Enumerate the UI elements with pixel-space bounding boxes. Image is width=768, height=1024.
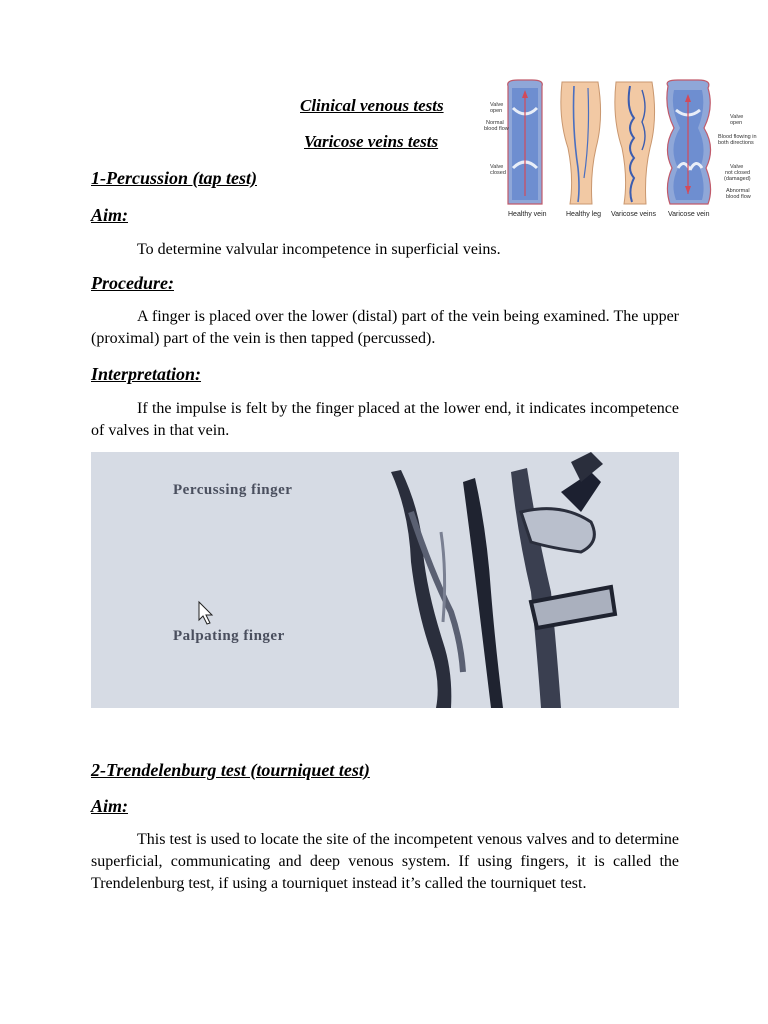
label-normal-flow: Normal blood flow — [484, 120, 509, 132]
label-valve-closed-left: Valve closed — [490, 164, 506, 176]
doc-title: Clinical venous tests — [300, 96, 444, 115]
caption-varicose-veins: Varicose veins — [611, 211, 657, 218]
label-abnormal-flow: Abnormal blood flow — [726, 188, 751, 200]
healthy-vein-drawing — [508, 80, 543, 204]
section1-aim-heading: Aim: — [91, 205, 129, 225]
doc-subtitle: Varicose veins tests — [304, 132, 439, 151]
caption-healthy-vein: Healthy vein — [508, 211, 547, 218]
section2-heading: 2-Trendelenburg test (tourniquet test) — [91, 760, 370, 780]
varicose-vein-drawing — [667, 80, 711, 204]
vein-diagram — [478, 78, 768, 226]
section1-aim-text: To determine valvular incompetence in superficial veins. — [137, 241, 501, 258]
section1-procedure-heading: Procedure: — [91, 273, 174, 293]
label-valve-not-closed: Valve not closed (damaged) — [724, 164, 751, 182]
varicose-leg-drawing — [615, 82, 655, 204]
percussion-photo-drawing — [91, 452, 679, 708]
caption-healthy-leg: Healthy leg — [566, 211, 602, 218]
section1-interpretation-text: If the impulse is felt by the finger placed at the lower end, it indicates incompetence of valves in that vein. — [91, 400, 679, 439]
label-blood-both-directions: Blood flowing in both directions — [718, 134, 757, 146]
section1-procedure-text: A finger is placed over the lower (distal) part of the vein being examined. The upper (proximal) part of the vein is then tapped (percussed). — [91, 308, 679, 347]
percussing-finger-label: Percussing finger — [173, 482, 293, 498]
section1-interpretation-heading: Interpretation: — [91, 364, 202, 384]
section2-aim-text: This test is used to locate the site of the incompetent venous valves and to determine superficial, communicating and deep venous system. If using fingers, it is called the Trendelenburg test, if using a tourniquet instead it’s called the tourniquet test. — [91, 831, 679, 892]
percussion-photo — [91, 452, 679, 708]
caption-varicose-vein: Varicose vein — [668, 211, 710, 218]
section2-aim-heading: Aim: — [91, 796, 129, 816]
label-valve-open-right: Valve open — [730, 114, 744, 126]
label-valve-open-left: Valve open — [490, 102, 504, 114]
palpating-finger-label: Palpating finger — [173, 628, 285, 644]
healthy-leg-drawing — [561, 82, 601, 204]
section1-heading: 1-Percussion (tap test) — [91, 168, 257, 188]
